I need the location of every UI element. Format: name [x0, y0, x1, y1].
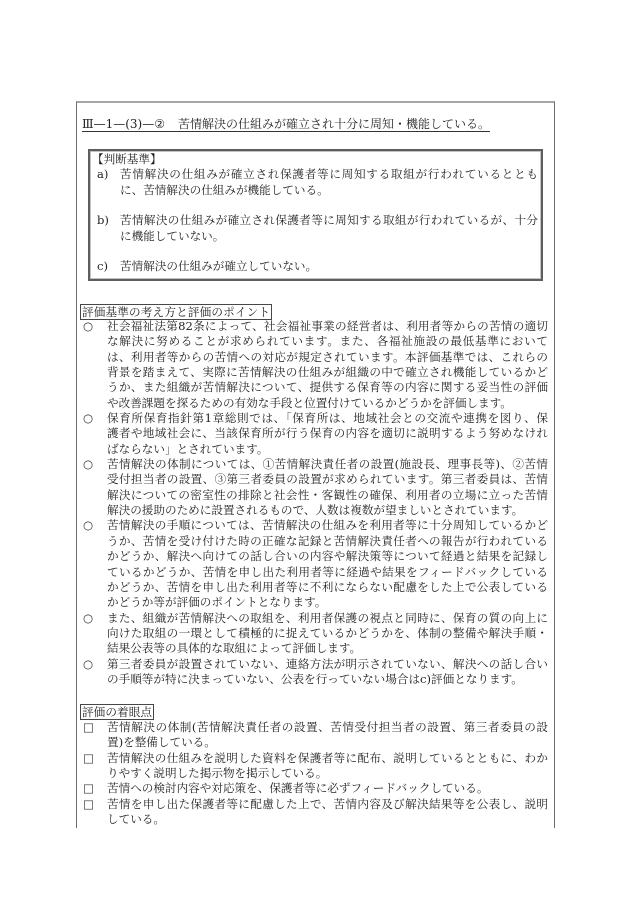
criteria-heading: 【判断基準】 — [92, 152, 162, 166]
checkbox-square-icon: □ — [83, 781, 94, 796]
evaluation-points-label: 評価基準の考え方と評価のポイント — [82, 305, 270, 319]
list-item — [83, 319, 548, 411]
text-line: 解決についての密室性の排除と社会性・客観性の確保、利用者の立場に立った苦情 — [107, 487, 548, 502]
text-line: 置)を整備している。 — [107, 735, 216, 750]
checkbox-square-icon: □ — [83, 796, 94, 811]
text-line: 背景を踏まえて、実際に苦情解決の仕組みが組織の中で確立され機能しているかど — [107, 365, 548, 380]
list-item — [83, 781, 548, 796]
criteria-item-c — [97, 259, 538, 274]
list-item — [83, 610, 548, 657]
text-line: 苦情を申し出た保護者等に配慮した上で、苦情内容及び解決結果等を公表し、説明 — [107, 796, 548, 811]
focus-points-label: 評価の着眼点 — [82, 705, 152, 719]
text-line: 苦情解決の仕組みが確立していない。 — [120, 259, 318, 274]
circle-bullet-icon: ○ — [83, 319, 94, 333]
section-code: Ⅲ—1—(3)—② — [82, 117, 165, 131]
text-line: 保育所保育指針第1章総則では、「保育所は、地域社会との交流や連携を図り、保 — [107, 411, 548, 426]
text-line: かどうか等が評価のポイントとなります。 — [107, 595, 327, 610]
text-line: うか、苦情を受け付けた時の正確な記録と苦情解決責任者への報告が行われている — [107, 533, 548, 548]
spacer — [90, 244, 541, 259]
spacer — [90, 198, 541, 213]
list-item — [83, 796, 548, 828]
list-item — [83, 720, 548, 751]
evaluation-points-list — [83, 319, 548, 687]
text-line: かどうか、解決へ向けての話し合いの内容や解決策等について経過と結果を記録し — [107, 549, 548, 564]
text-line: 受付担当者の設置、③第三者委員の設置が求められています。第三者委員は、苦情 — [107, 472, 548, 487]
checkbox-square-icon: □ — [83, 750, 94, 765]
text-line: 社会福祉法第82条によって、社会福祉事業の経営者は、利用者等からの苦情の適切 — [107, 319, 548, 333]
criteria-marker: b) — [97, 213, 109, 228]
text-line: うか、また組織が苦情解決について、提供する保育等の内容に関する妥当性の評価 — [107, 380, 548, 395]
list-item — [83, 457, 548, 518]
text-line: に機能していない。 — [120, 228, 225, 243]
criteria-marker: c) — [97, 259, 109, 274]
text-line: 苦情解決の仕組みを説明した資料を保護者等に配布、説明しているとともに、わか — [107, 750, 548, 765]
text-line: 向けた取組の一環として積極的に捉えているかどうかを、体制の整備や解決手順・ — [107, 625, 548, 640]
section-title-text: 苦情解決の仕組みが確立され十分に周知・機能している。 — [178, 117, 491, 131]
list-item — [83, 656, 548, 688]
text-line: 結果公表等の具体的な取組によって評価します。 — [107, 641, 362, 656]
text-line: かどうか、苦情を申し出た利用者等に不利にならない配慮をした上で公表している — [107, 579, 548, 594]
list-item — [83, 750, 548, 782]
text-line: 第三者委員が設置されていない、連絡方法が明示されていない、解決への話し合い — [107, 656, 548, 671]
text-line: に、苦情解決の仕組みが機能している。 — [120, 182, 329, 197]
text-line: な解決に努めることが求められています。また、各福祉施設の最低基準において — [107, 334, 548, 349]
list-item — [83, 411, 548, 457]
text-line: 苦情解決の仕組みが確立され保護者等に周知する取組が行われているが、十分 — [120, 213, 538, 228]
list-item — [83, 518, 548, 610]
text-line: 苦情解決の体制については、①苦情解決責任者の設置(施設長、理事長等)、②苦情 — [107, 457, 548, 472]
text-line: している。 — [107, 812, 165, 827]
circle-bullet-icon: ○ — [83, 518, 94, 533]
criteria-item-b — [97, 213, 538, 244]
focus-points-list — [83, 720, 548, 827]
checkbox-square-icon: □ — [83, 720, 94, 734]
text-line: の手順等が特に決まっていない、公表を行っていない場合はc)評価となります。 — [107, 671, 523, 686]
text-line: りやすく説明した掲示物を掲示している。 — [107, 766, 328, 781]
text-line: 護者や地域社会に、当該保育所が行う保育の内容を適切に説明するよう努めなけれ — [107, 426, 548, 441]
criteria-item-a — [97, 167, 538, 198]
text-line: 苦情への検討内容や対応策を、保護者等に必ずフィードバックしている。 — [107, 781, 489, 796]
criteria-marker: a) — [97, 167, 109, 182]
criteria-box — [88, 149, 543, 281]
section-title — [82, 118, 490, 132]
text-line: 苦情解決の手順については、苦情解決の仕組みを利用者等に十分周知しているかど — [107, 518, 548, 533]
text-line: は、利用者等からの苦情への対応が規定されています。本評価基準では、これらの — [107, 349, 548, 364]
text-line: 苦情解決の仕組みが確立され保護者等に周知する取組が行われているととも — [120, 167, 538, 182]
circle-bullet-icon: ○ — [83, 457, 94, 472]
text-line: また、組織が苦情解決への取組を、利用者保護の視点と同時に、保育の質の向上に — [107, 610, 548, 625]
text-line: 解決の援助のために設置されるもので、人数は複数が望ましいとされています。 — [107, 503, 524, 518]
text-line: や改善課題を探るための有効な手段と位置付けているかどうかを評価します。 — [107, 395, 512, 410]
text-line: 苦情解決の体制(苦情解決責任者の設置、苦情受付担当者の設置、第三者委員の設 — [107, 720, 548, 734]
circle-bullet-icon: ○ — [83, 610, 94, 625]
text-line: ているかどうか、苦情を申し出た利用者等に経過や結果をフィードバックしている — [107, 564, 548, 579]
text-line: ばならない」とされています。 — [107, 441, 269, 456]
circle-bullet-icon: ○ — [83, 656, 94, 671]
circle-bullet-icon: ○ — [83, 411, 94, 426]
